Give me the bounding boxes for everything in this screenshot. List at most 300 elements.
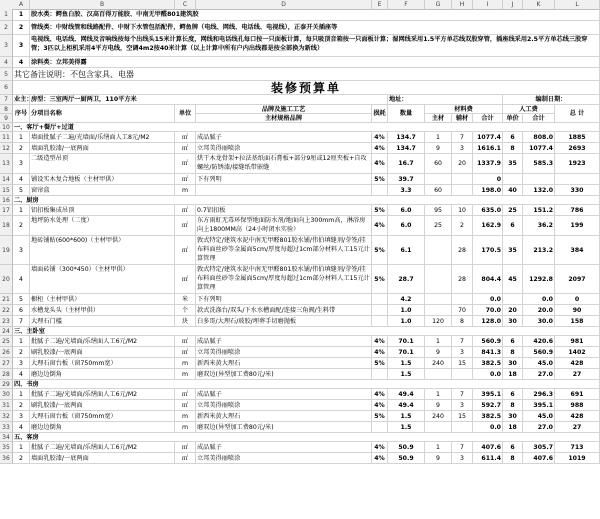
row-labor-total[interactable]: 151.2 bbox=[523, 205, 555, 216]
header-grand-total[interactable]: 总 计 bbox=[555, 105, 600, 123]
row-material-subtotal[interactable]: 1616.1 bbox=[473, 143, 503, 154]
row-main-material[interactable] bbox=[425, 369, 452, 380]
row-grand-total[interactable]: 90 bbox=[555, 305, 600, 316]
row-labor-unit-price[interactable]: 25 bbox=[503, 205, 523, 216]
row-loss[interactable] bbox=[372, 185, 388, 196]
row-labor-unit-price[interactable]: 18 bbox=[503, 422, 523, 433]
row-labor-total[interactable]: 27.0 bbox=[523, 422, 555, 433]
row-brand[interactable]: 立邦美得丽喷涂 bbox=[196, 143, 372, 154]
row-aux-material[interactable]: 28 bbox=[452, 265, 473, 294]
row-material-subtotal[interactable]: 0 bbox=[473, 174, 503, 185]
row-header[interactable]: 35 bbox=[0, 442, 13, 453]
row-seq[interactable]: 2 bbox=[13, 143, 30, 154]
row-main-material[interactable] bbox=[425, 294, 452, 305]
row-unit[interactable]: ㎡ bbox=[175, 154, 196, 174]
note-number[interactable]: 2 bbox=[13, 21, 30, 35]
row-loss[interactable]: 4% bbox=[372, 336, 388, 347]
row-main-material[interactable] bbox=[425, 305, 452, 316]
row-labor-total[interactable]: 20.0 bbox=[523, 305, 555, 316]
row-header[interactable]: 13 bbox=[0, 154, 13, 174]
row-material-subtotal[interactable]: 395.1 bbox=[473, 389, 503, 400]
row-qty[interactable]: 6.0 bbox=[388, 205, 425, 216]
header-aux-material[interactable]: 辅材 bbox=[452, 114, 473, 123]
row-grand-total[interactable]: 988 bbox=[555, 400, 600, 411]
row-unit[interactable]: ㎡ bbox=[175, 453, 196, 464]
row-unit[interactable]: ㎡ bbox=[175, 347, 196, 358]
section-heading[interactable]: 二、厨房 bbox=[13, 196, 600, 205]
row-seq[interactable]: 2 bbox=[13, 400, 30, 411]
row-header[interactable]: 11 bbox=[0, 132, 13, 143]
row-main-material[interactable]: 120 bbox=[425, 316, 452, 327]
row-material-subtotal[interactable]: 1077.4 bbox=[473, 132, 503, 143]
row-header[interactable]: 28 bbox=[0, 369, 13, 380]
row-unit[interactable]: ㎡ bbox=[175, 265, 196, 294]
row-grand-total[interactable]: 1019 bbox=[555, 453, 600, 464]
row-main-material[interactable]: 95 bbox=[425, 205, 452, 216]
row-grand-total[interactable]: 1402 bbox=[555, 347, 600, 358]
row-unit[interactable]: 块 bbox=[175, 316, 196, 327]
row-seq[interactable]: 2 bbox=[13, 453, 30, 464]
column-header-j[interactable]: J bbox=[503, 0, 523, 9]
row-qty[interactable]: 1.5 bbox=[388, 369, 425, 380]
row-item-name[interactable]: 墙面乳胶漆/一底两面 bbox=[30, 453, 175, 464]
row-loss[interactable]: 4% bbox=[372, 442, 388, 453]
row-aux-material[interactable] bbox=[452, 185, 473, 196]
row-seq[interactable]: 2 bbox=[13, 347, 30, 358]
row-material-subtotal[interactable]: 382.5 bbox=[473, 411, 503, 422]
row-brand[interactable]: 磨双边(异型加工费80元/米) bbox=[196, 422, 372, 433]
row-header[interactable]: 26 bbox=[0, 347, 13, 358]
row-grand-total[interactable]: 428 bbox=[555, 411, 600, 422]
row-header[interactable]: 27 bbox=[0, 358, 13, 369]
header-unit[interactable]: 单位 bbox=[175, 105, 196, 123]
row-grand-total[interactable]: 786 bbox=[555, 205, 600, 216]
row-item-name[interactable]: 地坪防水处理（二度） bbox=[30, 216, 175, 236]
row-brand[interactable]: 磨双边(异型加工费80元/米) bbox=[196, 369, 372, 380]
row-seq[interactable]: 2 bbox=[13, 216, 30, 236]
row-material-subtotal[interactable]: 841.3 bbox=[473, 347, 503, 358]
header-loss[interactable]: 损耗 bbox=[372, 105, 388, 123]
column-header-f[interactable]: F bbox=[388, 0, 425, 9]
row-main-material[interactable]: 60 bbox=[425, 154, 452, 174]
row-qty[interactable]: 1.5 bbox=[388, 358, 425, 369]
row-header[interactable]: 24 bbox=[0, 327, 13, 336]
row-qty[interactable]: 4.2 bbox=[388, 294, 425, 305]
row-material-subtotal[interactable]: 635.0 bbox=[473, 205, 503, 216]
row-seq[interactable]: 4 bbox=[13, 174, 30, 185]
row-unit[interactable]: m bbox=[175, 411, 196, 422]
row-header[interactable]: 14 bbox=[0, 174, 13, 185]
row-main-material[interactable]: 25 bbox=[425, 216, 452, 236]
row-labor-total[interactable]: 585.3 bbox=[523, 154, 555, 174]
column-header-a[interactable]: A bbox=[13, 0, 30, 9]
row-qty[interactable]: 1.5 bbox=[388, 411, 425, 422]
row-aux-material[interactable] bbox=[452, 294, 473, 305]
row-qty[interactable]: 134.7 bbox=[388, 143, 425, 154]
section-heading[interactable]: 五、客房 bbox=[13, 433, 600, 442]
row-item-name[interactable]: 墙面乳胶漆/一底两面 bbox=[30, 143, 175, 154]
row-brand[interactable]: 新西米黄大理石 bbox=[196, 358, 372, 369]
row-unit[interactable]: ㎡ bbox=[175, 205, 196, 216]
row-main-material[interactable]: 9 bbox=[425, 143, 452, 154]
section-heading[interactable]: 四、书房 bbox=[13, 380, 600, 389]
row-brand[interactable]: 成品腻子 bbox=[196, 132, 372, 143]
row-header[interactable]: 20 bbox=[0, 265, 13, 294]
row-loss[interactable]: 4% bbox=[372, 216, 388, 236]
row-seq[interactable]: 3 bbox=[13, 236, 30, 265]
house-type[interactable]: 房型：三室两厅一厨两卫，110平方米 bbox=[30, 95, 388, 105]
row-brand[interactable]: 下有列明 bbox=[196, 174, 372, 185]
column-header-b[interactable]: B bbox=[30, 0, 175, 9]
row-header[interactable]: 36 bbox=[0, 453, 13, 464]
header-qty[interactable]: 数量 bbox=[388, 105, 425, 123]
row-seq[interactable]: 1 bbox=[13, 336, 30, 347]
row-labor-total[interactable]: 808.0 bbox=[523, 132, 555, 143]
row-unit[interactable]: 个 bbox=[175, 305, 196, 316]
row-unit[interactable]: m bbox=[175, 369, 196, 380]
row-brand[interactable]: 立邦美得丽喷涂 bbox=[196, 400, 372, 411]
row-qty[interactable]: 6.0 bbox=[388, 216, 425, 236]
row-main-material[interactable]: 60 bbox=[425, 185, 452, 196]
row-main-material[interactable]: 240 bbox=[425, 411, 452, 422]
row-labor-unit-price[interactable]: 8 bbox=[503, 143, 523, 154]
row-loss[interactable] bbox=[372, 294, 388, 305]
row-loss[interactable]: 5% bbox=[372, 358, 388, 369]
row-loss[interactable]: 4% bbox=[372, 143, 388, 154]
row-labor-total[interactable]: 132.0 bbox=[523, 185, 555, 196]
row-labor-total[interactable]: 213.2 bbox=[523, 236, 555, 265]
row-main-material[interactable]: 9 bbox=[425, 400, 452, 411]
row-grand-total[interactable]: 384 bbox=[555, 236, 600, 265]
header-main-material[interactable]: 主材 bbox=[425, 114, 452, 123]
row-seq[interactable]: 1 bbox=[13, 442, 30, 453]
row-labor-unit-price[interactable]: 8 bbox=[503, 347, 523, 358]
row-header[interactable]: 5 bbox=[0, 68, 13, 81]
owner-label[interactable]: 业主： bbox=[14, 96, 33, 103]
row-grand-total[interactable] bbox=[555, 174, 600, 185]
row-qty[interactable]: 3.3 bbox=[388, 185, 425, 196]
row-header[interactable]: 33 bbox=[0, 422, 13, 433]
row-header[interactable]: 30 bbox=[0, 389, 13, 400]
row-item-name[interactable]: 墙面砖铺（300*450）（主材甲供） bbox=[30, 265, 175, 294]
row-grand-total[interactable]: 428 bbox=[555, 358, 600, 369]
row-loss[interactable]: 4% bbox=[372, 400, 388, 411]
row-header[interactable]: 8 bbox=[0, 105, 13, 114]
row-qty[interactable]: 70.1 bbox=[388, 336, 425, 347]
date-label[interactable]: 编制日期： bbox=[503, 95, 600, 105]
row-aux-material[interactable]: 7 bbox=[452, 389, 473, 400]
row-loss[interactable]: 4% bbox=[372, 154, 388, 174]
column-header-g[interactable]: G bbox=[425, 0, 452, 9]
row-item-name[interactable]: 刷乳胶漆/一底两面 bbox=[30, 347, 175, 358]
row-brand[interactable]: 烘干木龙骨架+拉法基纸面石膏板+部分9厘或12厘夹板+自攻螺丝/防锈漆/接缝纸带嵌缝 bbox=[196, 154, 372, 174]
row-main-material[interactable] bbox=[425, 265, 452, 294]
row-unit[interactable]: m bbox=[175, 422, 196, 433]
row-labor-total[interactable]: 296.3 bbox=[523, 389, 555, 400]
row-item-name[interactable]: 批腻子二遍/光墙面/乐缮面人工6元/M2 bbox=[30, 336, 175, 347]
row-labor-unit-price[interactable]: 30 bbox=[503, 316, 523, 327]
row-brand[interactable]: 立邦美得丽喷涂 bbox=[196, 453, 372, 464]
budget-title[interactable]: 装修预算单 bbox=[13, 81, 600, 95]
row-qty[interactable]: 49.4 bbox=[388, 389, 425, 400]
row-labor-unit-price[interactable]: 35 bbox=[503, 236, 523, 265]
row-main-material[interactable] bbox=[425, 422, 452, 433]
row-labor-unit-price[interactable]: 6 bbox=[503, 216, 523, 236]
row-loss[interactable] bbox=[372, 422, 388, 433]
other-remarks[interactable]: 其它备注说明：不包含家具、电器 bbox=[13, 68, 600, 81]
row-labor-unit-price[interactable]: 40 bbox=[503, 185, 523, 196]
row-labor-unit-price[interactable]: 30 bbox=[503, 411, 523, 422]
row-grand-total[interactable]: 691 bbox=[555, 389, 600, 400]
row-brand[interactable]: 新西米黄大理石 bbox=[196, 411, 372, 422]
row-loss[interactable]: 5% bbox=[372, 174, 388, 185]
row-aux-material[interactable] bbox=[452, 422, 473, 433]
row-qty[interactable]: 16.7 bbox=[388, 154, 425, 174]
row-seq[interactable]: 3 bbox=[13, 358, 30, 369]
row-labor-total[interactable]: 560.9 bbox=[523, 347, 555, 358]
note-number[interactable]: 3 bbox=[13, 35, 30, 57]
row-labor-total[interactable]: 30.0 bbox=[523, 316, 555, 327]
row-main-material[interactable]: 240 bbox=[425, 358, 452, 369]
column-header-c[interactable]: C bbox=[175, 0, 196, 9]
note-text[interactable]: 管线类：中财线管和线路配件、中财下水管包括配件，鳄鱼牌（电线、网线、电话线、电视线），正泰开关插座等 bbox=[30, 21, 600, 35]
row-qty[interactable]: 6.1 bbox=[388, 236, 425, 265]
row-aux-material[interactable]: 3 bbox=[452, 453, 473, 464]
row-seq[interactable]: 1 bbox=[13, 132, 30, 143]
row-item-name[interactable]: 大理石门槛 bbox=[30, 316, 175, 327]
row-header[interactable]: 15 bbox=[0, 185, 13, 196]
row-item-name[interactable]: 刷乳胶漆/一底两面 bbox=[30, 400, 175, 411]
row-brand[interactable]: 0.7铝扣板 bbox=[196, 205, 372, 216]
row-material-subtotal[interactable]: 804.4 bbox=[473, 265, 503, 294]
row-grand-total[interactable]: 199 bbox=[555, 216, 600, 236]
row-brand[interactable]: 款式洗涤台/双头/下水水槽面配/连接三角阀/生料带 bbox=[196, 305, 372, 316]
row-item-name[interactable]: 二级造型吊顶 bbox=[30, 154, 175, 174]
header-seq[interactable]: 序号 bbox=[13, 105, 30, 123]
row-labor-unit-price[interactable]: 6 bbox=[503, 132, 523, 143]
row-loss[interactable] bbox=[372, 305, 388, 316]
row-grand-total[interactable]: 158 bbox=[555, 316, 600, 327]
row-grand-total[interactable]: 330 bbox=[555, 185, 600, 196]
row-header[interactable]: 3 bbox=[0, 35, 13, 57]
header-labor-total[interactable]: 合计 bbox=[523, 114, 555, 123]
row-brand[interactable] bbox=[196, 185, 372, 196]
row-main-material[interactable]: 9 bbox=[425, 453, 452, 464]
row-item-name[interactable]: 铝扣板集成吊顶 bbox=[30, 205, 175, 216]
row-header[interactable]: 22 bbox=[0, 305, 13, 316]
row-unit[interactable]: m bbox=[175, 358, 196, 369]
row-unit[interactable]: ㎡ bbox=[175, 400, 196, 411]
row-brand[interactable]: 下有列明 bbox=[196, 294, 372, 305]
row-labor-total[interactable]: 45.0 bbox=[523, 411, 555, 422]
row-labor-unit-price[interactable]: 6 bbox=[503, 336, 523, 347]
row-unit[interactable]: ㎡ bbox=[175, 174, 196, 185]
row-aux-material[interactable] bbox=[452, 174, 473, 185]
row-loss[interactable] bbox=[372, 369, 388, 380]
row-item-name[interactable]: 批腻子二遍/光墙面/乐缮面人工6元/M2 bbox=[30, 442, 175, 453]
column-header-e[interactable]: E bbox=[372, 0, 388, 9]
row-material-subtotal[interactable]: 0.0 bbox=[473, 422, 503, 433]
row-grand-total[interactable]: 27 bbox=[555, 422, 600, 433]
row-aux-material[interactable]: 2 bbox=[452, 216, 473, 236]
row-seq[interactable]: 4 bbox=[13, 369, 30, 380]
row-item-name[interactable]: 窗帘盒 bbox=[30, 185, 175, 196]
row-brand[interactable]: 东方雨虹无毒环保型地面防水剂/地面向上300mm高，淋浴房向上1800MM高（24小时闭水实验） bbox=[196, 216, 372, 236]
row-brand[interactable]: 立邦美得丽喷涂 bbox=[196, 347, 372, 358]
row-qty[interactable]: 50.9 bbox=[388, 442, 425, 453]
row-item-name[interactable]: 磨边边倒角 bbox=[30, 369, 175, 380]
row-brand[interactable]: 敦式特定/建筑水泥中南无甲醛801胶水铺/伟伯填缝剂/芽签/挂布料面丝砂等金属面5cm/厚度每超过1cm部分材料人工15元计算管理 bbox=[196, 236, 372, 265]
row-aux-material[interactable]: 28 bbox=[452, 236, 473, 265]
row-labor-total[interactable]: 45.0 bbox=[523, 358, 555, 369]
column-header-k[interactable]: K bbox=[523, 0, 555, 9]
row-header[interactable]: 29 bbox=[0, 380, 13, 389]
row-loss[interactable]: 4% bbox=[372, 347, 388, 358]
row-header[interactable]: 4 bbox=[0, 57, 13, 68]
row-aux-material[interactable] bbox=[452, 369, 473, 380]
row-aux-material[interactable]: 10 bbox=[452, 205, 473, 216]
header-labor-unit-price[interactable]: 单价 bbox=[503, 114, 523, 123]
row-grand-total[interactable]: 27 bbox=[555, 369, 600, 380]
row-main-material[interactable] bbox=[425, 174, 452, 185]
row-header[interactable]: 32 bbox=[0, 411, 13, 422]
row-material-subtotal[interactable]: 0.0 bbox=[473, 294, 503, 305]
row-brand[interactable]: 成品腻子 bbox=[196, 442, 372, 453]
row-material-subtotal[interactable]: 170.5 bbox=[473, 236, 503, 265]
row-labor-unit-price[interactable] bbox=[503, 174, 523, 185]
row-seq[interactable]: 4 bbox=[13, 265, 30, 294]
note-text[interactable]: 胶水类：鳄鱼白胶、汉高百得万能胶、中南无甲醛801建筑胶 bbox=[30, 9, 600, 21]
row-grand-total[interactable]: 1923 bbox=[555, 154, 600, 174]
row-material-subtotal[interactable]: 407.6 bbox=[473, 442, 503, 453]
row-labor-unit-price[interactable] bbox=[503, 294, 523, 305]
row-unit[interactable]: ㎡ bbox=[175, 132, 196, 143]
row-header[interactable]: 7 bbox=[0, 95, 13, 105]
header-material-subtotal[interactable]: 合计 bbox=[473, 114, 503, 123]
row-loss[interactable] bbox=[372, 316, 388, 327]
row-item-name[interactable]: 橱柜（主材甲供） bbox=[30, 294, 175, 305]
row-labor-unit-price[interactable]: 35 bbox=[503, 154, 523, 174]
row-labor-total[interactable]: 407.6 bbox=[523, 453, 555, 464]
row-loss[interactable]: 5% bbox=[372, 265, 388, 294]
row-item-name[interactable]: 墙面批腻子二遍/光墙面/乐缮面人工8元/M2 bbox=[30, 132, 175, 143]
row-seq[interactable]: 6 bbox=[13, 305, 30, 316]
row-qty[interactable]: 50.9 bbox=[388, 453, 425, 464]
row-labor-total[interactable]: 27.0 bbox=[523, 369, 555, 380]
row-labor-unit-price[interactable]: 30 bbox=[503, 358, 523, 369]
row-loss[interactable]: 4% bbox=[372, 389, 388, 400]
row-loss[interactable]: 5% bbox=[372, 411, 388, 422]
row-material-subtotal[interactable]: 128.0 bbox=[473, 316, 503, 327]
column-header-l[interactable]: L bbox=[555, 0, 600, 9]
row-qty[interactable]: 134.7 bbox=[388, 132, 425, 143]
row-qty[interactable]: 49.4 bbox=[388, 400, 425, 411]
row-main-material[interactable]: 1 bbox=[425, 389, 452, 400]
note-text[interactable]: 电视线、电话线、网线及音响线按每个出线头15米计算长度，网线和电话线孔每口按一只面板计算，每只吸顶音箱按一只面板计算；湿网线采用1.5平方单芯线双股穿管，插座线采用2.5平方单芯线三股穿管；3匹以上柜机采用4平方电线，空调4m2按40米计算（以上计算中所有户内出线都是按全部换为新线） bbox=[30, 35, 600, 57]
row-labor-unit-price[interactable]: 8 bbox=[503, 400, 523, 411]
row-aux-material[interactable]: 8 bbox=[452, 316, 473, 327]
row-seq[interactable]: 7 bbox=[13, 316, 30, 327]
row-labor-total[interactable]: 36.2 bbox=[523, 216, 555, 236]
row-main-material[interactable] bbox=[425, 236, 452, 265]
note-text[interactable]: 涂料类：立邦美得露 bbox=[30, 57, 600, 68]
row-aux-material[interactable]: 20 bbox=[452, 154, 473, 174]
row-labor-unit-price[interactable]: 6 bbox=[503, 389, 523, 400]
row-qty[interactable]: 70.1 bbox=[388, 347, 425, 358]
row-header[interactable]: 12 bbox=[0, 143, 13, 154]
row-loss[interactable]: 4% bbox=[372, 453, 388, 464]
row-main-material[interactable]: 1 bbox=[425, 132, 452, 143]
row-material-subtotal[interactable]: 592.7 bbox=[473, 400, 503, 411]
header-brand[interactable]: 品牌及施工工艺 bbox=[196, 105, 372, 114]
row-main-material[interactable]: 1 bbox=[425, 442, 452, 453]
row-unit[interactable]: ㎡ bbox=[175, 236, 196, 265]
address-label[interactable]: 地址： bbox=[388, 95, 503, 105]
row-seq[interactable]: 3 bbox=[13, 154, 30, 174]
row-unit[interactable]: ㎡ bbox=[175, 442, 196, 453]
row-header[interactable]: 9 bbox=[0, 114, 13, 123]
row-labor-total[interactable]: 305.7 bbox=[523, 442, 555, 453]
note-number[interactable]: 1 bbox=[13, 9, 30, 21]
row-unit[interactable]: ㎡ bbox=[175, 216, 196, 236]
column-header-d[interactable]: D bbox=[196, 0, 372, 9]
row-header[interactable]: 18 bbox=[0, 216, 13, 236]
header-material-fee[interactable]: 材料费 bbox=[425, 105, 503, 114]
row-header[interactable]: 19 bbox=[0, 236, 13, 265]
row-unit[interactable]: ㎡ bbox=[175, 336, 196, 347]
row-grand-total[interactable]: 713 bbox=[555, 442, 600, 453]
row-seq[interactable]: 5 bbox=[13, 294, 30, 305]
row-grand-total[interactable]: 2693 bbox=[555, 143, 600, 154]
row-labor-total[interactable] bbox=[523, 174, 555, 185]
section-heading[interactable]: 三、主卧室 bbox=[13, 327, 600, 336]
row-header[interactable]: 31 bbox=[0, 400, 13, 411]
row-labor-total[interactable]: 395.1 bbox=[523, 400, 555, 411]
row-main-material[interactable]: 1 bbox=[425, 336, 452, 347]
note-number[interactable]: 4 bbox=[13, 57, 30, 68]
row-brand[interactable]: 白多哥/大理石/玻胶/埋葬手切磨抛板 bbox=[196, 316, 372, 327]
row-item-name[interactable]: 批腻子二遍/光墙面/乐缮面人工6元/M2 bbox=[30, 389, 175, 400]
row-header[interactable]: 6 bbox=[0, 81, 13, 95]
row-labor-unit-price[interactable]: 6 bbox=[503, 442, 523, 453]
row-header[interactable]: 2 bbox=[0, 21, 13, 35]
row-material-subtotal[interactable]: 198.0 bbox=[473, 185, 503, 196]
header-labor-fee[interactable]: 人工费 bbox=[503, 105, 555, 114]
column-header-h[interactable]: H bbox=[452, 0, 473, 9]
row-grand-total[interactable]: 1885 bbox=[555, 132, 600, 143]
row-aux-material[interactable]: 7 bbox=[452, 442, 473, 453]
section-heading[interactable]: 一、客厅+餐厅+过道 bbox=[13, 123, 600, 132]
row-material-subtotal[interactable]: 560.9 bbox=[473, 336, 503, 347]
row-labor-unit-price[interactable]: 45 bbox=[503, 265, 523, 294]
row-aux-material[interactable]: 7 bbox=[452, 336, 473, 347]
row-material-subtotal[interactable]: 162.9 bbox=[473, 216, 503, 236]
row-labor-total[interactable]: 0.0 bbox=[523, 294, 555, 305]
column-header-i[interactable]: I bbox=[473, 0, 503, 9]
row-item-name[interactable]: 地砖铺贴(600*600)（主材甲供） bbox=[30, 236, 175, 265]
row-labor-total[interactable]: 420.6 bbox=[523, 336, 555, 347]
row-main-material[interactable]: 9 bbox=[425, 347, 452, 358]
row-header[interactable]: 34 bbox=[0, 433, 13, 442]
row-header[interactable]: 21 bbox=[0, 294, 13, 305]
row-labor-total[interactable]: 1077.4 bbox=[523, 143, 555, 154]
row-aux-material[interactable]: 15 bbox=[452, 358, 473, 369]
row-header[interactable]: 25 bbox=[0, 336, 13, 347]
row-header[interactable]: 10 bbox=[0, 123, 13, 132]
row-material-subtotal[interactable]: 611.4 bbox=[473, 453, 503, 464]
row-seq[interactable]: 1 bbox=[13, 205, 30, 216]
row-material-subtotal[interactable]: 1337.9 bbox=[473, 154, 503, 174]
